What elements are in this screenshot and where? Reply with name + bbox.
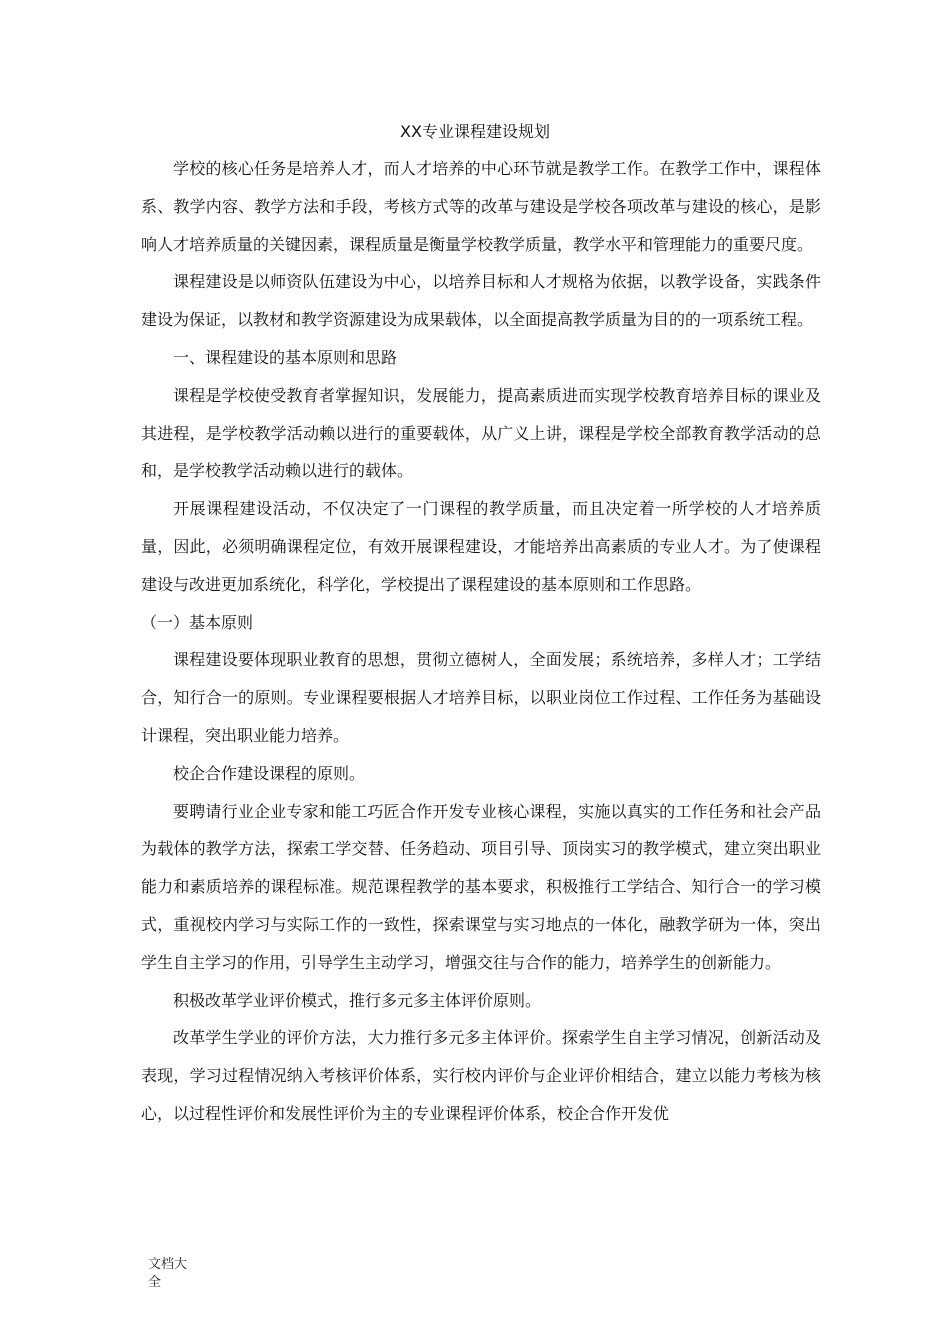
- paragraph-course-meaning: 课程是学校使受教育者掌握知识，发展能力，提高素质进而实现学校教育培养目标的课业及其进程，是学校教学活动赖以进行的重要载体，从广义上讲，课程是学校全部教育教学活动的总和，是学校教学活动赖以进行的载体。: [141, 385, 821, 481]
- paragraph-intro: 学校的核心任务是培养人才，而人才培养的中心环节就是教学工作。在教学工作中，课程体系、教学内容、教学方法和手段，考核方式等的改革与建设是学校各项改革与建设的核心，是影响人才培养质量的关键因素，课程质量是衡量学校教学质量，教学水平和管理能力的重要尺度。: [141, 159, 821, 254]
- paragraph-definition: 课程建设是以师资队伍建设为中心，以培养目标和人才规格为依据，以教学设备，实践条件建设为保证，以教材和教学资源建设为成果载体，以全面提高教学质量为目的的一项系统工程。: [141, 272, 821, 330]
- footer-watermark: 文档大全: [148, 1257, 188, 1290]
- paragraph-principle-school-enterprise: 校企合作建设课程的原则。: [173, 763, 366, 783]
- paragraph-activity-importance: 开展课程建设活动，不仅决定了一门课程的教学质量，而且决定着一所学校的人才培养质量，因此，必须明确课程定位，有效开展课程建设，才能培养出高素质的专业人才。为了使课程建设与改进更加系统化，科学化，学校提出了课程建设的基本原则和工作思路。: [141, 499, 821, 594]
- document-body: [141, 150, 821, 1133]
- section-heading-principles-ideas: 一、课程建设的基本原则和思路: [173, 347, 398, 367]
- paragraph-principle-evaluation: 积极改革学业评价模式，推行多元多主体评价原则。: [173, 990, 542, 1010]
- paragraph-evaluation-reform: 改革学生学业的评价方法，大力推行多元多主体评价。探索学生自主学习情况，创新活动及表现，学习过程情况纳入考核评价体系，实行校内评价与企业评价相结合，建立以能力考核为核心，以过程性评价和发展性评价为主的专业课程评价体系，校企合作开发优: [141, 1028, 821, 1123]
- document-title: XX专业课程建设规划: [400, 122, 550, 141]
- subsection-heading-basic-principles: （一）基本原则: [141, 612, 254, 632]
- paragraph-principle-vocational: 课程建设要体现职业教育的思想，贯彻立德树人，全面发展；系统培养，多样人才；工学结合，知行合一的原则。专业课程要根据人才培养目标，以职业岗位工作过程、工作任务为基础设计课程，突出职业能力培养。: [141, 650, 821, 745]
- paragraph-enterprise-cooperation: 要聘请行业企业专家和能工巧匠合作开发专业核心课程，实施以真实的工作任务和社会产品为载体的教学方法，探索工学交替、任务趋动、项目引导、顶岗实习的教学模式，建立突出职业能力和素质培养的课程标准。规范课程教学的基本要求，积极推行工学结合、知行合一的学习模式，重视校内学习与实际工作的一致性，探索课堂与实习地点的一体化，融教学研为一体，突出学生自主学习的作用，引导学生主动学习，增强交往与合作的能力，培养学生的创新能力。: [141, 801, 821, 972]
